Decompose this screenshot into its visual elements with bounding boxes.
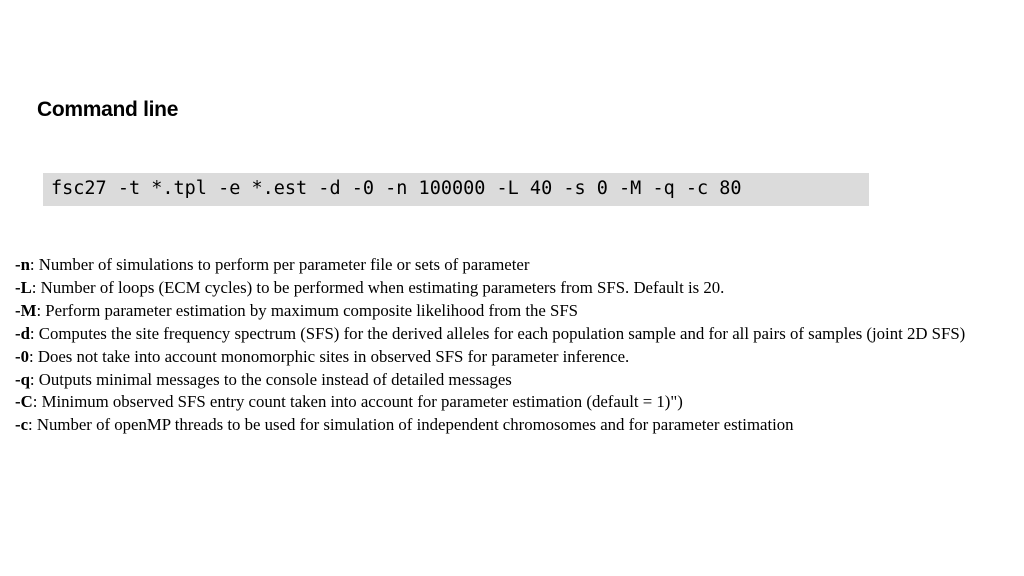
option-q <box>15 369 975 392</box>
option-description: : Number of openMP threads to be used for simulation of independent chromosomes and for parameter estimation <box>28 415 794 435</box>
option-flag: -c <box>15 415 29 435</box>
option-c <box>15 414 975 437</box>
option-flag: -L <box>15 277 32 297</box>
option-description: : Does not take into account monomorphic sites in observed SFS for parameter inference. <box>28 346 630 366</box>
option-description: : Minimum observed SFS entry count taken into account for parameter estimation (default = 1)") <box>32 392 683 412</box>
option-description: : Number of simulations to perform per parameter file or sets of parameter <box>29 255 530 274</box>
option-flag: -C <box>15 392 33 412</box>
option-flag: -0 <box>15 346 29 366</box>
command-box: fsc27 -t *.tpl -e *.est -d -0 -n 100000 -L 40 -s 0 -M -q -c 80 <box>43 173 869 206</box>
option-description: : Number of loops (ECM cycles) to be performed when estimating parameters from SFS. Default is 20. <box>31 277 725 297</box>
option-flag: -d <box>15 323 30 343</box>
option-n <box>15 254 975 277</box>
option-0 <box>15 346 975 369</box>
option-C <box>15 391 975 414</box>
slide-title: Command line <box>37 98 179 121</box>
option-d <box>15 323 975 346</box>
option-description: : Outputs minimal messages to the console instead of detailed messages <box>29 369 512 389</box>
option-list <box>15 254 975 437</box>
option-description: : Computes the site frequency spectrum (SFS) for the derived alleles for each population sample and for all pairs of samples (joint 2D SFS) <box>29 323 966 343</box>
option-flag: -q <box>15 369 30 389</box>
option-M <box>15 300 975 323</box>
option-flag: -M <box>15 300 37 320</box>
option-L <box>15 277 975 300</box>
option-flag: -n <box>15 255 30 274</box>
option-description: : Perform parameter estimation by maximum composite likelihood from the SFS <box>36 300 579 320</box>
